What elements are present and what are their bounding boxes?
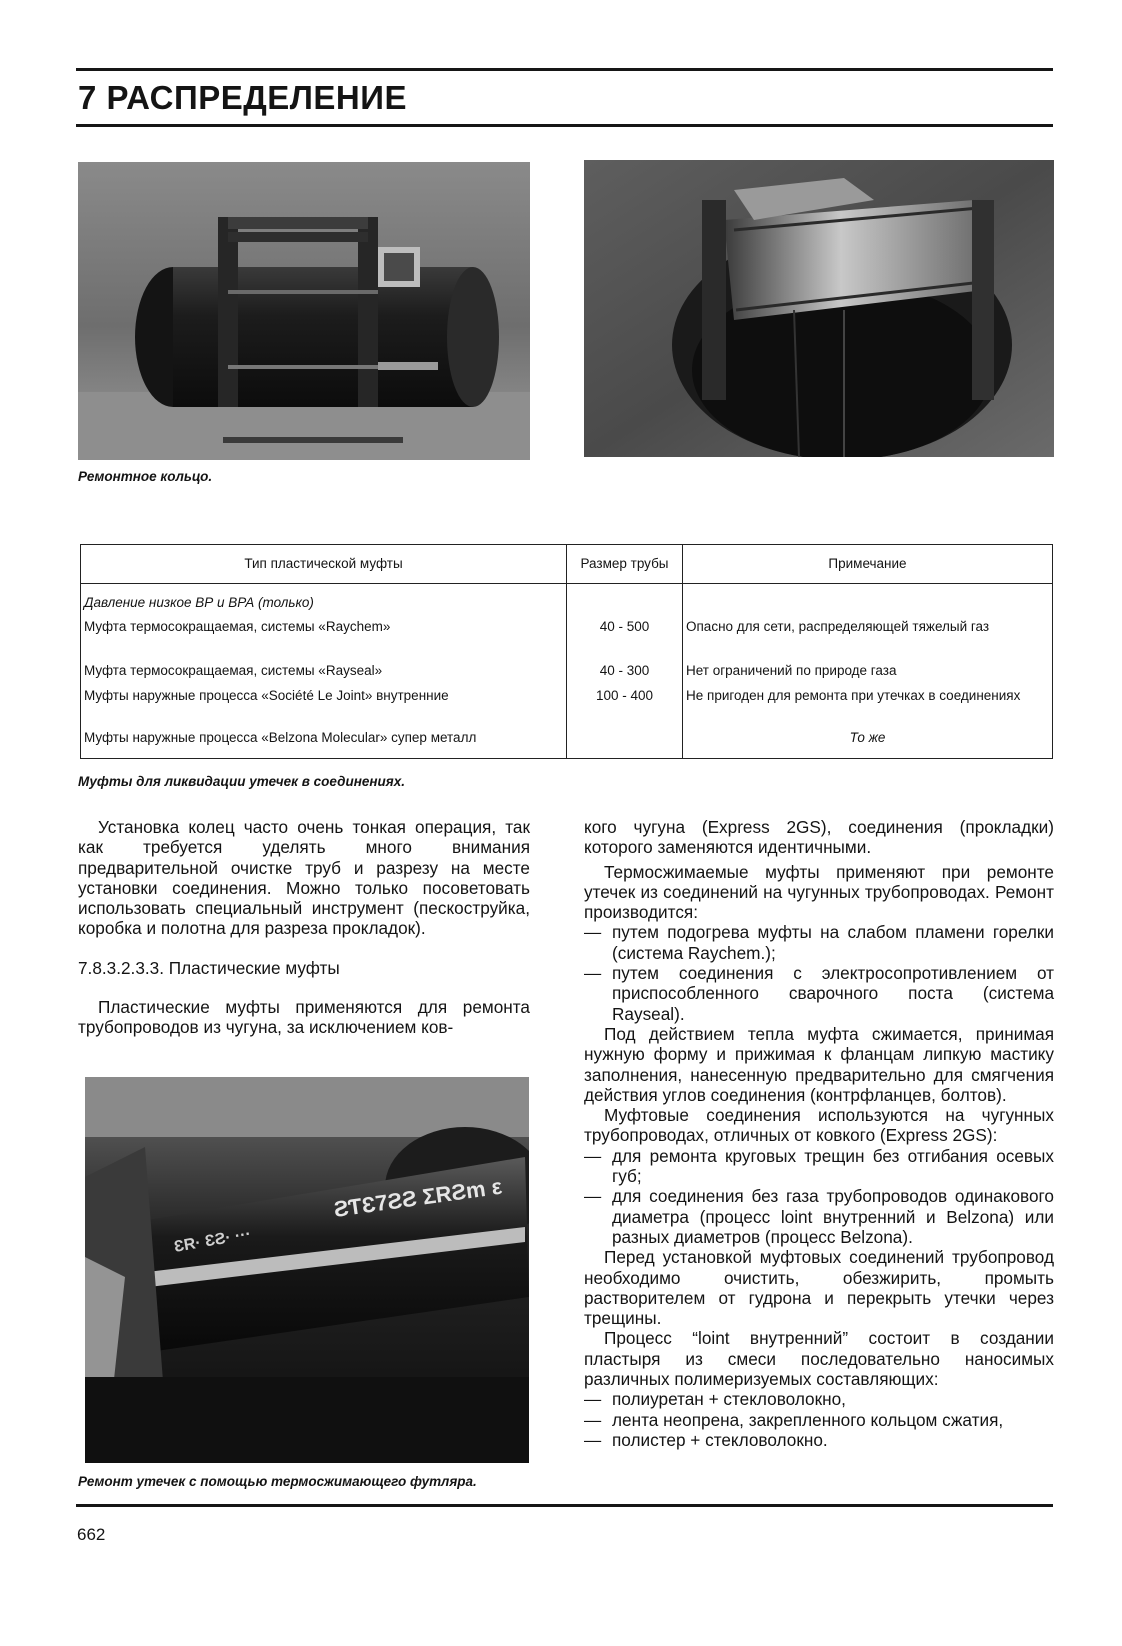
table-row [81,730,1053,759]
left-column [78,817,530,1038]
table-cell-size [567,730,683,759]
list-item: — путем подогрева муфты на слабом пламени горелки (система Raychem.); [584,922,1054,963]
table-cell-type: Муфта термосокращаемая, системы «Rayseal» [81,660,567,685]
table-cell-type: Муфты наружные процесса «Société Le Joint» внутренние [81,685,567,730]
paragraph: Установка колец часто очень тонкая операция, так как требуется уделять много внимания предварительной очистке труб и разрезу на месте установки соединения. Можно только посоветовать использовать специальный инструмент (пескоструйка, коробка и полотна для разреза прокладок). [78,817,530,939]
list-item: — полиуретан + стекловолокно, [584,1389,1054,1409]
paragraph: Под действием тепла муфта сжимается, принимая нужную форму и прижимая к фланцам липкую мастику заполнения, нанесенную предварительно для смягчения действия углов соединения (контрфланцев, болтов). [584,1023,1054,1105]
table-cell-type: Муфта термосокращаемая, системы «Raychem» [81,616,567,660]
page-number: 662 [77,1525,106,1544]
paragraph: Процесс “loint внутренний” состоит в создании пластыря из смеси последовательно наносимых различных полимеризуемых составляющих: [584,1328,1054,1390]
paragraph: кого чугуна (Express 2GS), соединения (прокладки) которого заменяются идентичными. [584,817,1054,858]
column-header-size: Размер трубы [567,545,683,584]
list-item-text: полистер + стекловолокно. [612,1429,828,1450]
table-cell-size: 40 - 500 [567,616,683,660]
list-item-text: путем подогрева муфты на слабом пламени горелки (система Raychem.); [612,922,1054,963]
header-top-rule [76,68,1053,71]
list-item-text: полиуретан + стекловолокно, [612,1389,846,1410]
column-header-type: Тип пластической муфты [81,545,567,584]
repair-ring-photo-left [78,162,530,460]
table-cell-size: 100 - 400 [567,685,683,730]
table-row [81,660,1053,685]
list-item-text: для соединения без газа трубопроводов одинакового диаметра (процесс loint внутренний и Belzona) или разных диаметров (процесс Belzona). [612,1186,1054,1247]
table-row [81,616,1053,660]
table-cell-note: Не пригоден для ремонта при утечках в соединениях [683,685,1053,730]
table-caption: Муфты для ликвидации утечек в соединениях. [78,774,405,789]
paragraph: Термосжимаемые муфты применяют при ремонте утечек из соединений на чугунных трубопроводах. Ремонт производится: [584,861,1054,923]
repair-ring-photo-right [584,160,1054,457]
leak-sleeves-table [80,544,1053,759]
table-cell-note: Опасно для сети, распределяющей тяжелый газ [683,616,1053,660]
paragraph: Перед установкой муфтовых соединений трубопровод необходимо очистить, обезжирить, промыть растворителем от гудрона и перекрыть утечки через трещины. [584,1247,1054,1329]
table-cell-empty [683,584,1053,617]
list-item: — для соединения без газа трубопроводов одинакового диаметра (процесс loint внутренний и Belzona) или разных диаметров (процесс Belzona). [584,1186,1054,1247]
column-header-note: Примечание [683,545,1053,584]
header-bottom-rule [76,124,1053,127]
list-item: — лента неопрена, закрепленного кольцом сжатия, [584,1410,1054,1430]
list-item: — для ремонта круговых трещин без отгибания осевых губ; [584,1145,1054,1187]
list-item-text: лента неопрена, закрепленного кольцом сжатия, [612,1409,1004,1430]
table-header-row [81,545,1053,584]
paragraph: Муфтовые соединения используются на чугунных трубопроводах, отличных от ковкого (Express 2GS): [584,1105,1054,1146]
paragraph: Пластические муфты применяются для ремонта трубопроводов из чугуна, за исключением ков- [78,997,530,1038]
chapter-title: 7 РАСПРЕДЕЛЕНИЕ [78,79,407,116]
table-cell-type: Муфты наружные процесса «Belzona Molecular» супер металл [81,730,567,759]
table-row [81,685,1053,730]
svg-text:ƐR· ƐƧ· ···: ƐR· ƐƧ· ··· [172,1225,253,1256]
list-item-text: путем соединения с электросопротивлением от приспособленного сварочного поста (система Rayseal). [612,963,1054,1024]
figure-caption-heat-shrink: Ремонт утечек с помощью термосжимающего футляра. [78,1474,477,1489]
list-item: — путем соединения с электросопротивлением от приспособленного сварочного поста (система Rayseal). [584,963,1054,1024]
table-subheader-row [81,584,1053,617]
table-cell-empty [567,584,683,617]
footer-rule [76,1504,1053,1507]
table-cell-note: То же [683,730,1053,759]
list-item: — полистер + стекловолокно. [584,1430,1054,1450]
table-cell-note: Нет ограничений по природе газа [683,660,1053,685]
figure-caption-repair-ring: Ремонтное кольцо. [78,469,213,484]
list-item-text: для ремонта круговых трещин без отгибания осевых губ; [612,1145,1054,1187]
table-cell-size: 40 - 300 [567,660,683,685]
section-heading: 7.8.3.2.3.3. Пластические муфты [78,957,340,978]
table-cell-subheader: Давление низкое ВР и ВРА (только) [81,584,567,617]
svg-text:ƧƬƐ7ƧƧ ƩRƧm ε: ƧƬƐ7ƧƧ ƩRƧm ε [332,1173,504,1222]
right-column [584,817,1054,1450]
heat-shrink-sleeve-photo [85,1077,529,1463]
